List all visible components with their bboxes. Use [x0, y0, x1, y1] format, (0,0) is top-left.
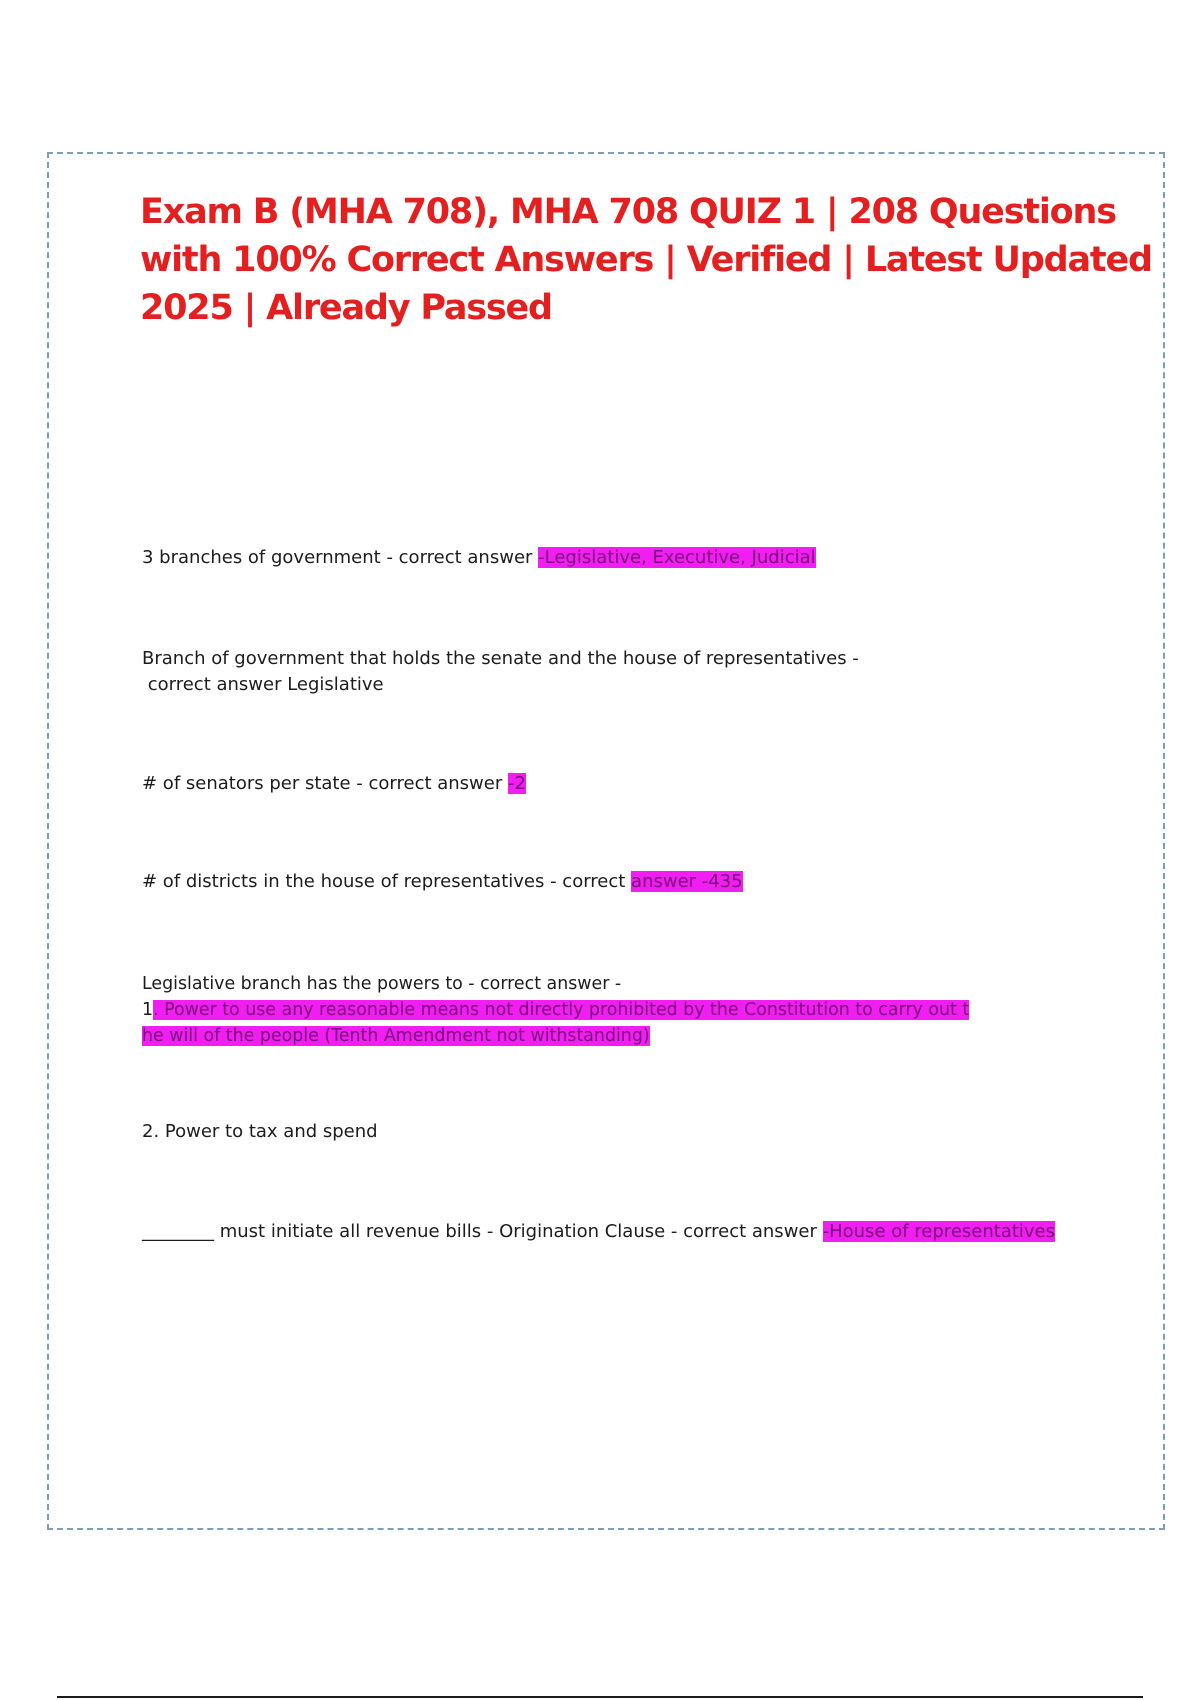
- title-line-1: Exam B (MHA 708), MHA 708 QUIZ 1 | 208 Questions: [140, 192, 1116, 232]
- document-title: [140, 188, 1152, 332]
- qa-item-4: [142, 869, 743, 895]
- answer-text: correct answer Legislative: [142, 674, 384, 695]
- highlighted-answer: -Legislative, Executive, Judicial: [538, 547, 816, 568]
- highlighted-answer: answer -435: [631, 871, 743, 892]
- qa-item-5: [142, 971, 969, 1049]
- qa-item-3: [142, 771, 526, 797]
- highlighted-answer-part-1: . Power to use any reasonable means not directly prohibited by the Constitution to carry out t: [153, 1000, 970, 1020]
- highlighted-answer-part-2: he will of the people (Tenth Amendment not withstanding): [142, 1026, 650, 1046]
- title-line-3: 2025 | Already Passed: [140, 288, 552, 328]
- question-text: 3 branches of government - correct answer: [142, 547, 539, 568]
- question-text: # of senators per state - correct answer: [142, 773, 508, 794]
- title-line-2: with 100% Correct Answers | Verified | Latest Updated: [140, 240, 1152, 280]
- question-text: Branch of government that holds the senate and the house of representatives -: [142, 648, 859, 669]
- answer-line-1: [142, 997, 969, 1023]
- qa-item-2: [142, 646, 859, 698]
- list-item-text: 2. Power to tax and spend: [142, 1121, 378, 1142]
- question-text: # of districts in the house of representatives - correct: [142, 871, 632, 892]
- highlighted-answer: -2: [507, 773, 526, 794]
- answer-line-2: [142, 1023, 969, 1049]
- bottom-rule: [57, 1696, 1143, 1698]
- question-text: Legislative branch has the powers to - correct answer -: [142, 974, 622, 994]
- answer-number: 1: [142, 1000, 154, 1020]
- page-frame: [47, 152, 1165, 1530]
- question-text: ________ must initiate all revenue bills - Origination Clause - correct answer: [142, 1221, 823, 1242]
- qa-item-6: [142, 1119, 378, 1145]
- highlighted-answer: -House of representatives: [822, 1221, 1056, 1242]
- qa-item-1: [142, 545, 816, 571]
- qa-item-7: [142, 1219, 1055, 1245]
